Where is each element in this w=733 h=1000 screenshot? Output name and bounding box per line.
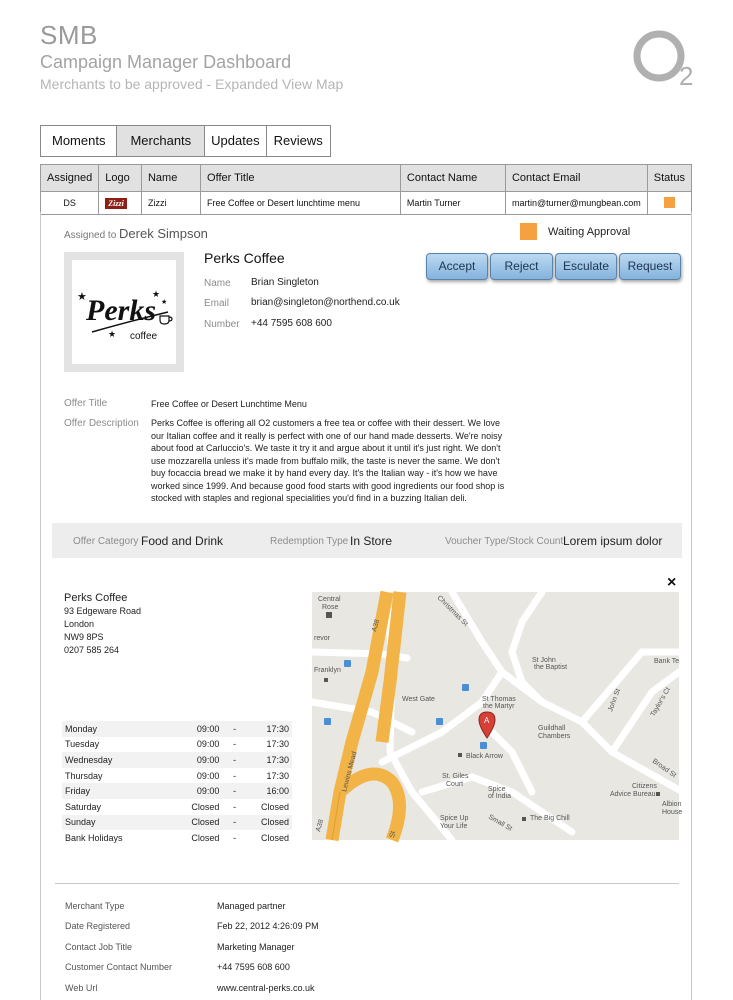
info-value: +44 7595 608 600 [217,962,290,973]
column-header[interactable]: Status [647,165,691,192]
info-label: Web Url [65,982,98,993]
main-tabs [40,125,331,157]
o2-logo [633,22,703,92]
map-label: John St [607,687,623,713]
description-line: Perks Coffee is offering all O2 customers a free tea or coffee with their dessert. We love [151,418,501,428]
hours-separator: - [233,832,237,843]
redemption-type-label: Redemption Type [270,536,349,547]
contact-email-label: Email [204,298,230,309]
hours-separator: - [233,723,237,734]
hours-open: 09:00 [196,786,220,797]
hours-row [62,768,292,784]
map-label: St. Giles [442,773,469,780]
hours-open: 09:00 [196,723,220,734]
assigned-label: Assigned to [64,230,117,241]
offer-description-label: Offer Description [64,418,139,429]
contact-number-value: +44 7595 608 600 [251,318,332,329]
map-label: Citizens [632,783,657,790]
hours-row [62,799,292,815]
cell-name: Zizzi [141,192,200,215]
map-label: of India [488,793,511,800]
map-label: St John [532,657,556,664]
info-label: Merchant Type [65,901,125,911]
map-label: Lewins Mead [341,750,359,793]
map-label: Taylor's Ct [649,686,672,718]
hours-open: Closed [191,832,220,843]
map-label: the Martyr [483,703,515,710]
hours-close: Closed [260,832,289,843]
perks-coffee-logo [72,260,176,364]
hours-open: 09:00 [196,739,220,750]
offer-title-label: Offer Title [64,398,108,409]
cell-offer-title: Free Coffee or Desert lunchtime menu [201,192,401,215]
map-label: St [389,830,398,839]
hours-close: Closed [260,801,289,812]
close-map-icon[interactable]: × [667,574,677,591]
description-line: worked since 1999. And because good food starts with good ingredients our food shop is [151,480,505,491]
hours-day: Wednesday [65,754,113,765]
contact-email-value[interactable]: brian@singleton@northend.co.uk [251,297,400,308]
opening-hours-table [62,721,292,846]
map-label: Black Arrow [466,753,503,760]
hours-open: Closed [191,817,220,828]
request-button[interactable]: Request [619,253,681,280]
offer-title-value: Free Coffee or Desert Lunchtime Menu [151,399,307,409]
hours-day: Tuesday [65,739,100,750]
table-header-row [41,165,692,192]
assigned-to [64,226,208,241]
description-line: about food at Carluccio's. We taste it try it and argue about it until it's just right. We don't [151,443,501,453]
hours-close: 16:00 [266,786,289,797]
hours-day: Saturday [65,801,102,812]
map-label: Your Life [440,823,468,830]
hours-separator: - [233,817,237,828]
contact-name-value: Brian Singleton [251,277,319,288]
hours-day: Monday [65,723,98,734]
tab-merchants[interactable]: Merchants [117,126,205,156]
map-label: revor [314,635,330,642]
map-label: Guildhall [538,725,566,732]
description-line: our Italian coffee and it really is perfect with one of our hand made desserts. We're noisy [151,430,503,441]
hours-row [62,783,292,799]
redemption-type-value: In Store [350,534,393,548]
map-label: Rose [322,604,339,611]
hours-open: Closed [191,801,220,812]
voucher-type-label: Voucher Type/Stock Count [445,536,564,547]
map-label: Spice Up [440,815,469,822]
offer-category-label: Offer Category [73,536,139,547]
svg-text:★: ★ [108,329,117,339]
address-name: Perks Coffee [64,592,128,604]
hours-row [62,737,292,753]
page-subtitle: Campaign Manager Dashboard [40,52,292,72]
map-label: Spice [488,786,506,793]
hours-close: 17:30 [266,739,289,750]
svg-text:★: ★ [152,289,161,299]
column-header[interactable]: Name [141,165,200,192]
column-header[interactable]: Offer Title [201,165,401,192]
status-indicator [664,197,675,208]
info-value: Marketing Manager [217,941,295,952]
hours-open: 09:00 [196,754,220,765]
map-label: West Gate [402,696,435,703]
hours-separator: - [233,770,237,781]
map-label: Albion [662,801,682,808]
map-graphic [312,592,683,840]
hours-close: 17:30 [266,770,289,781]
hours-day: Friday [65,786,91,797]
reject-button[interactable]: Reject [490,253,553,280]
svg-text:★: ★ [161,299,168,306]
hours-separator: - [233,786,237,797]
hours-row [62,752,292,768]
hours-row [62,721,292,737]
map-label: Bank Te [654,658,680,665]
map-label: Central [318,596,341,603]
column-header[interactable]: Logo [99,165,142,192]
status-label: Waiting Approval [548,226,631,238]
address-line: London [64,619,95,629]
map-label: St Thomas [482,696,516,703]
address-line: NW9 8PS [64,632,104,642]
contact-number-label: Number [204,319,240,330]
breadcrumb: Merchants to be approved - Expanded View Map [40,76,344,92]
app-title: SMB [40,20,98,50]
hours-day: Sunday [65,817,96,828]
hours-close: 17:30 [266,754,289,765]
map-label: Small St [487,813,514,833]
map-label: Franklyn [314,667,341,674]
divider [55,883,679,884]
map-label: the Baptist [534,664,568,671]
perks-logo-sub: coffee [130,331,158,342]
hours-row [62,815,292,831]
contact-name-label: Name [204,278,231,289]
location-map[interactable] [312,592,683,840]
hours-row [62,830,292,846]
hours-separator: - [233,739,237,750]
perks-logo-word: Perks [86,294,156,327]
cell-contact-name: Martin Turner [400,192,505,215]
info-value[interactable]: www.central-perks.co.uk [217,982,315,993]
map-label: Christmas St [435,594,469,628]
tab-moments[interactable]: Moments [41,126,117,156]
map-label: Chambers [538,733,571,740]
assigned-name[interactable]: Derek Simpson [119,226,208,241]
hours-close: Closed [260,817,289,828]
map-label: Court [446,781,464,788]
merchants-table [40,164,692,215]
hours-close: 17:30 [266,723,289,734]
offer-description [151,417,521,505]
info-value: Managed partner [217,901,286,911]
status-square [520,223,537,240]
info-label: Date Registered [65,921,131,932]
merchant-name: Perks Coffee [204,250,285,266]
hours-day: Thursday [65,770,103,781]
svg-text:★: ★ [77,291,87,303]
map-label: Advice Bureau [610,791,656,798]
map-label: House [662,809,683,816]
info-label: Contact Job Title [65,941,133,952]
voucher-type-value: Lorem ipsum dolor [563,534,663,548]
column-header[interactable]: Contact Name [400,165,505,192]
description-line: stocked with staples and regional specialities you'd find in a buzzing Italian deli. [151,493,467,503]
zizzi-logo: Zizzi [105,198,127,209]
merchant-logo-frame [64,252,184,372]
info-value: Feb 22, 2012 4:26:09 PM [217,921,319,932]
cell-assigned: DS [41,192,99,215]
offer-category-value: Food and Drink [141,534,224,548]
map-label: Broad St [650,757,678,780]
perks-logo-graphic [72,260,176,364]
merchant-address [64,592,141,657]
map-label: The Big Chill [530,815,570,822]
hours-separator: - [233,754,237,765]
description-line: use mozzarella unless it's made from buffalo milk, the taste is never the same. We don't [151,455,500,466]
map-label: A38 [371,618,382,633]
tab-reviews[interactable]: Reviews [273,133,323,148]
accept-button[interactable]: Accept [426,253,488,280]
address-phone: 0207 585 264 [64,645,120,655]
svg-text:A: A [484,716,490,725]
tab-updates[interactable]: Updates [205,126,266,156]
cell-contact-email: martin@turner@mungbean.com [505,192,647,215]
hours-separator: - [233,801,237,812]
column-header[interactable]: Assigned [41,165,99,192]
escalate-button[interactable]: Esculate [555,253,617,280]
address-line: 93 Edgeware Road [64,606,142,616]
column-header[interactable]: Contact Email [505,165,647,192]
info-label: Customer Contact Number [65,962,173,973]
map-label: A38 [315,818,326,833]
hours-open: 09:00 [196,770,220,781]
svg-text:2: 2 [679,61,694,91]
description-line: buy focaccia bread we make it by hand every day. It's the Italian way - it's how we have [151,468,498,478]
hours-day: Bank Holidays [65,832,123,843]
